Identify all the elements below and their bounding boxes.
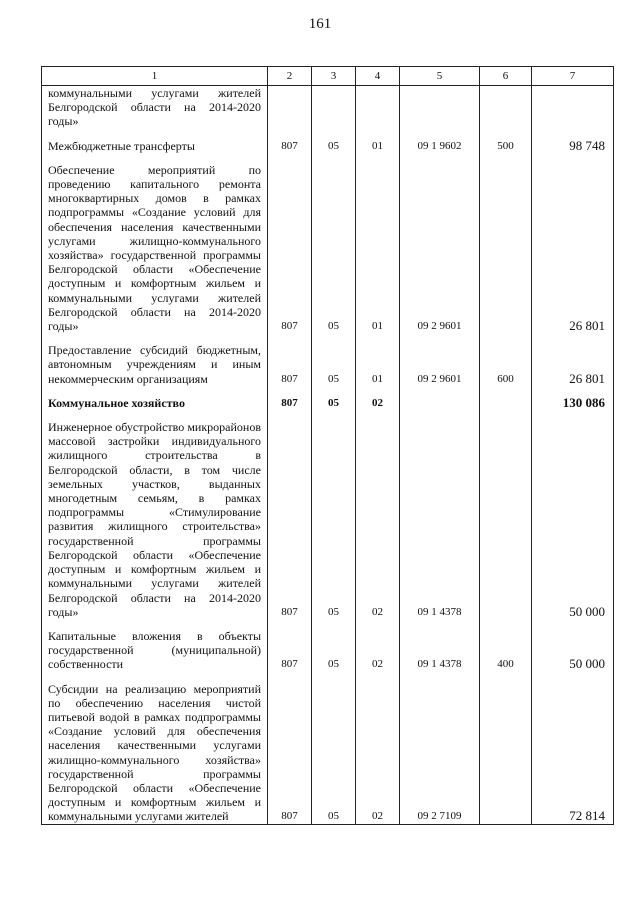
row-description: Инженерное обустройство микрорайонов массовой застройки индивидуального жилищного строительства в Белгородской области, в том числе земельных участков, выданных многодетным семьям, в рамках подпрограммы «Стимулирование развития жилищного строительства» государственной программы Белгородской области «Обеспечение доступным и комфортным жильем и коммунальными услугами жителей Белгородской области на 2014-2020 годы» bbox=[42, 420, 268, 619]
cell-target-code: 09 1 9602 bbox=[400, 139, 480, 153]
col-header-3: 3 bbox=[312, 67, 356, 86]
cell-section: 05 bbox=[312, 396, 356, 410]
cell-ministry: 807 bbox=[268, 343, 312, 386]
cell-ministry: 807 bbox=[268, 139, 312, 153]
budget-table bbox=[41, 66, 614, 825]
table-row bbox=[42, 163, 614, 333]
cell-amount: 130 086 bbox=[532, 396, 614, 410]
cell-target-code: 09 2 7109 bbox=[400, 682, 480, 825]
col-header-5: 5 bbox=[400, 67, 480, 86]
cell-amount bbox=[532, 86, 614, 129]
table-row bbox=[42, 629, 614, 672]
row-description: коммунальными услугами жителей Белгородской области на 2014-2020 годы» bbox=[42, 86, 268, 129]
cell-expense-type bbox=[480, 396, 532, 410]
cell-ministry: 807 bbox=[268, 420, 312, 619]
cell-target-code bbox=[400, 86, 480, 129]
cell-ministry bbox=[268, 86, 312, 129]
cell-section: 05 bbox=[312, 139, 356, 153]
cell-subsection: 02 bbox=[356, 396, 400, 410]
table-row bbox=[42, 396, 614, 410]
cell-subsection: 01 bbox=[356, 139, 400, 153]
cell-ministry: 807 bbox=[268, 682, 312, 825]
cell-target-code: 09 2 9601 bbox=[400, 343, 480, 386]
cell-expense-type bbox=[480, 163, 532, 333]
row-description: Предоставление субсидий бюджетным, автономным учреждениям и иным некоммерческим организациям bbox=[42, 343, 268, 386]
col-header-1: 1 bbox=[42, 67, 268, 86]
row-description: Обеспечение мероприятий по проведению капитального ремонта многоквартирных домов в рамках подпрограммы «Создание условий для обеспечения населения качественными услугами жилищно-коммунального хозяйства» государственной программы Белгородской области «Обеспечение доступным и комфортным жильем и коммунальными услугами жителей Белгородской области на 2014-2020 годы» bbox=[42, 163, 268, 333]
header-row bbox=[42, 67, 614, 86]
row-description: Межбюджетные трансферты bbox=[42, 139, 268, 153]
cell-ministry: 807 bbox=[268, 163, 312, 333]
cell-amount: 26 801 bbox=[532, 343, 614, 386]
cell-subsection: 02 bbox=[356, 682, 400, 825]
cell-ministry: 807 bbox=[268, 396, 312, 410]
table-row bbox=[42, 86, 614, 129]
col-header-7: 7 bbox=[532, 67, 614, 86]
cell-expense-type: 500 bbox=[480, 139, 532, 153]
col-header-6: 6 bbox=[480, 67, 532, 86]
cell-expense-type bbox=[480, 682, 532, 825]
cell-amount: 26 801 bbox=[532, 163, 614, 333]
cell-amount: 50 000 bbox=[532, 420, 614, 619]
cell-amount: 50 000 bbox=[532, 629, 614, 672]
cell-subsection bbox=[356, 86, 400, 129]
table-row bbox=[42, 682, 614, 825]
cell-expense-type: 600 bbox=[480, 343, 532, 386]
cell-section: 05 bbox=[312, 163, 356, 333]
col-header-2: 2 bbox=[268, 67, 312, 86]
cell-expense-type bbox=[480, 420, 532, 619]
cell-expense-type bbox=[480, 86, 532, 129]
cell-subsection: 01 bbox=[356, 163, 400, 333]
cell-target-code: 09 1 4378 bbox=[400, 629, 480, 672]
cell-subsection: 02 bbox=[356, 420, 400, 619]
cell-ministry: 807 bbox=[268, 629, 312, 672]
cell-target-code: 09 2 9601 bbox=[400, 163, 480, 333]
row-description: Капитальные вложения в объекты государственной (муниципальной) собственности bbox=[42, 629, 268, 672]
cell-subsection: 01 bbox=[356, 343, 400, 386]
cell-section: 05 bbox=[312, 682, 356, 825]
cell-target-code bbox=[400, 396, 480, 410]
table-row bbox=[42, 139, 614, 153]
cell-subsection: 02 bbox=[356, 629, 400, 672]
page-number: 161 bbox=[308, 16, 332, 32]
cell-section: 05 bbox=[312, 420, 356, 619]
cell-amount: 72 814 bbox=[532, 682, 614, 825]
table-row bbox=[42, 420, 614, 619]
cell-amount: 98 748 bbox=[532, 139, 614, 153]
cell-target-code: 09 1 4378 bbox=[400, 420, 480, 619]
cell-expense-type: 400 bbox=[480, 629, 532, 672]
table-row bbox=[42, 343, 614, 386]
cell-section: 05 bbox=[312, 629, 356, 672]
cell-section bbox=[312, 86, 356, 129]
cell-section: 05 bbox=[312, 343, 356, 386]
row-description: Субсидии на реализацию мероприятий по обеспечению населения чистой питьевой водой в рамках подпрограммы «Создание условий для обеспечения населения качественными услугами жилищно-коммунального хозяйства» государственной программы Белгородской области «Обеспечение доступным и комфортным жильем и коммунальными услугами жителей bbox=[42, 682, 268, 825]
col-header-4: 4 bbox=[356, 67, 400, 86]
row-description: Коммунальное хозяйство bbox=[42, 396, 268, 410]
